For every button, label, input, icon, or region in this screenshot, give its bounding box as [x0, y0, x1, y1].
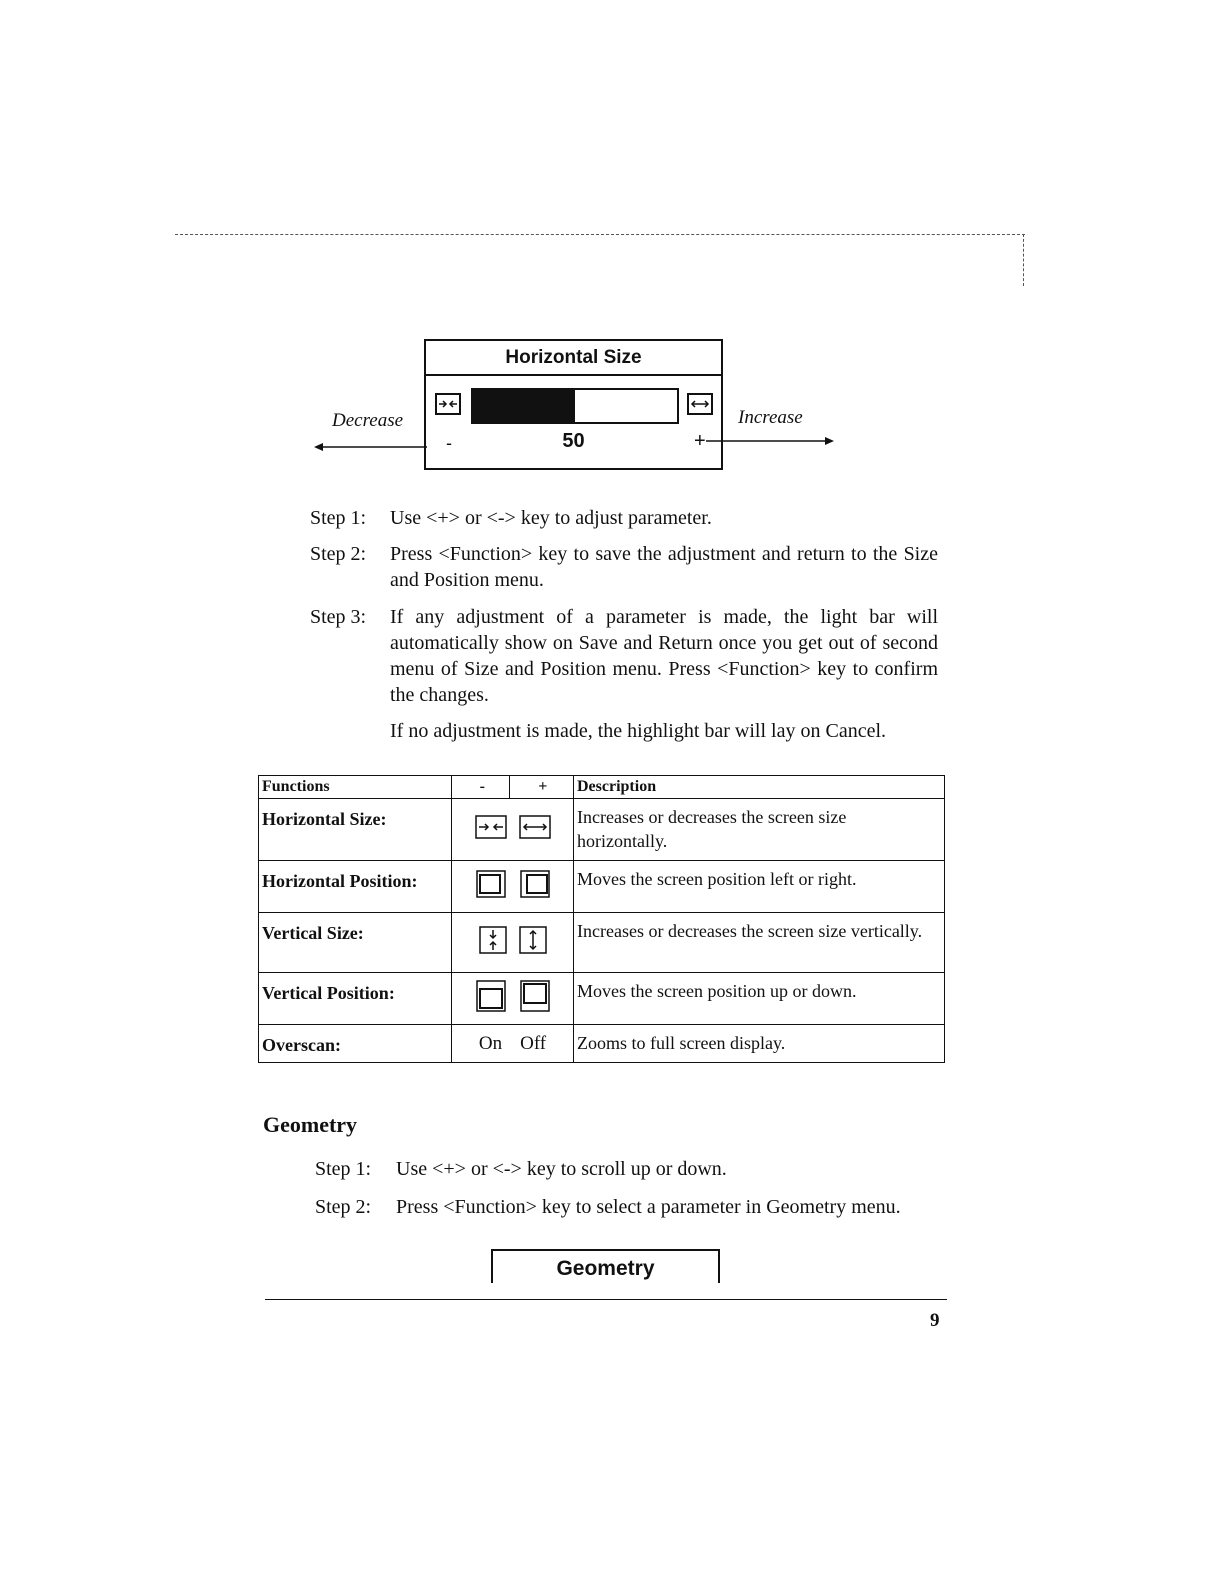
table-row — [259, 1025, 945, 1063]
step-label: Step 2: — [315, 1196, 372, 1218]
no-adjustment-note: If no adjustment is made, the highlight bar will lay on Cancel. — [390, 720, 887, 742]
osd-level-bar — [471, 388, 679, 424]
expand-vertical-icon — [519, 926, 547, 954]
table-row — [259, 973, 945, 1025]
shrink-vertical-icon — [479, 926, 507, 954]
osd-plus-sign: + — [694, 430, 706, 452]
function-description: Moves the screen position left or right. — [574, 861, 945, 913]
header-minus: - — [479, 778, 485, 795]
position-left-icon — [475, 869, 507, 899]
function-name: Vertical Size: — [259, 913, 452, 973]
increase-label: Increase — [738, 407, 803, 428]
osd-value: 50 — [562, 430, 585, 452]
osd-minus-sign: - — [446, 433, 452, 453]
step-text: Press <Function> key to save the adjustment and return to the Size and Position menu. — [390, 543, 938, 591]
function-name: Overscan: — [259, 1025, 452, 1063]
step-3 — [310, 604, 950, 714]
step-1 — [310, 505, 950, 535]
expand-horizontal-icon — [519, 815, 551, 839]
functions-table — [258, 775, 945, 1063]
geometry-step-2 — [315, 1194, 955, 1250]
function-description: Increases or decreases the screen size vertically. — [574, 913, 945, 973]
decrease-label: Decrease — [332, 410, 404, 431]
geometry-step-1 — [315, 1156, 955, 1186]
header-functions: Functions — [259, 776, 452, 799]
position-up-icon — [519, 979, 551, 1013]
header-dashed-rule — [175, 234, 1025, 235]
function-name: Horizontal Size: — [259, 799, 452, 861]
step-text: Press <Function> key to select a parameter in Geometry menu. — [396, 1196, 901, 1218]
function-description: Zooms to full screen display. — [574, 1025, 945, 1063]
position-down-icon — [475, 979, 507, 1013]
increase-arrow-icon — [706, 435, 834, 447]
decrease-arrow-icon — [314, 441, 429, 453]
step-label: Step 1: — [310, 507, 367, 529]
step-label: Step 1: — [315, 1158, 372, 1180]
table-header-row — [259, 776, 945, 799]
step-label: Step 2: — [310, 543, 367, 565]
position-right-icon — [519, 869, 551, 899]
step-label: Step 3: — [310, 606, 367, 628]
table-row — [259, 861, 945, 913]
function-name: Vertical Position: — [259, 973, 452, 1025]
osd-horizontal-size-window — [424, 339, 723, 470]
shrink-horizontal-icon — [435, 393, 461, 415]
step-text: Use <+> or <-> key to scroll up or down. — [396, 1158, 727, 1180]
section-title-geometry: Geometry — [263, 1112, 358, 1137]
header-description: Description — [574, 776, 945, 799]
osd-level-fill — [473, 390, 575, 422]
function-description: Moves the screen position up or down. — [574, 973, 945, 1025]
function-name: Horizontal Position: — [259, 861, 452, 913]
shrink-horizontal-icon — [475, 815, 507, 839]
step-text: Use <+> or <-> key to adjust parameter. — [390, 507, 712, 529]
page-number: 9 — [930, 1310, 940, 1331]
step-text: If any adjustment of a parameter is made, the light bar will automatically show on Save and Return once you get out of second menu of Size and Position menu. Press <Function> key to confirm the changes. — [390, 606, 938, 706]
overscan-off: Off — [520, 1032, 547, 1054]
table-row — [259, 799, 945, 861]
header-plus: + — [538, 778, 548, 795]
step-2 — [310, 541, 950, 597]
header-dashed-corner — [1023, 234, 1024, 286]
expand-horizontal-icon — [687, 393, 713, 415]
overscan-on: On — [478, 1032, 503, 1054]
function-description: Increases or decreases the screen size horizontally. — [574, 799, 945, 861]
osd-title: Horizontal Size — [426, 341, 721, 376]
geometry-menu-button: Geometry — [491, 1249, 720, 1283]
table-row — [259, 913, 945, 973]
header-minus-plus — [452, 776, 574, 799]
footer-rule — [265, 1299, 947, 1300]
